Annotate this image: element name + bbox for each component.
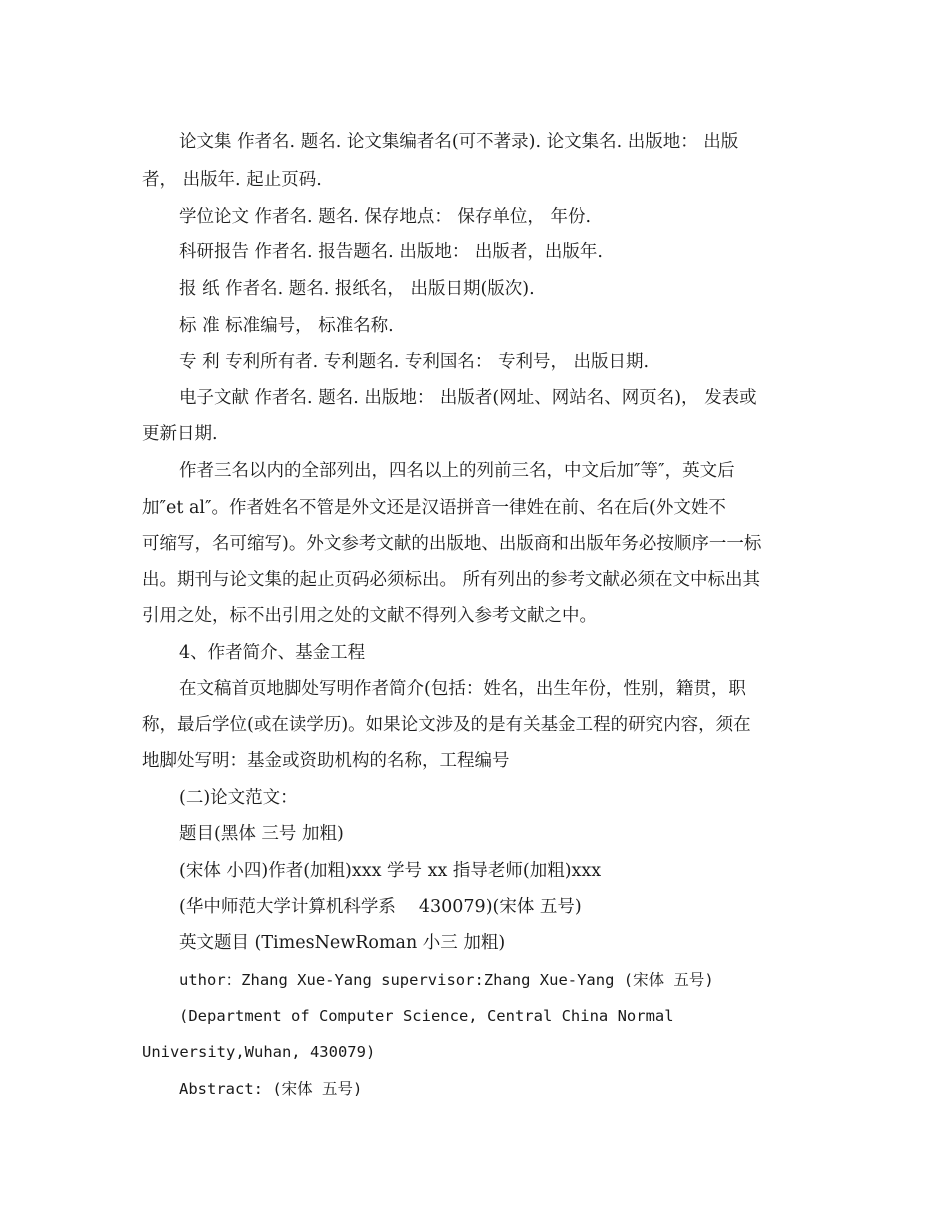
ref-collection-line2: 者， 出版年. 起止页码. xyxy=(142,170,322,190)
section4-body-line2: 称，最后学位(或在读学历)。如果论文涉及的是有关基金工程的研究内容，须在 xyxy=(142,715,751,735)
sample-en-dept-line1: (Department of Computer Science, Central China Normal xyxy=(179,1007,674,1025)
ref-electronic-line1: 电子文献 作者名. 题名. 出版地： 出版者(网址、网站名、网页名)， 发表或 xyxy=(179,388,757,408)
section4-body-line3: 地脚处写明：基金或资助机构的名称，工程编号 xyxy=(142,751,510,771)
sample-authors: (宋体 小四)作者(加粗)xxx 学号 xx 指导老师(加粗)xxx xyxy=(179,861,602,881)
sample-affiliation: (华中师范大学计算机科学系 430079)(宋体 五号) xyxy=(179,897,582,917)
sample-en-dept-line2: University,Wuhan, 430079) xyxy=(142,1043,376,1061)
section4-body-line1: 在文稿首页地脚处写明作者简介(包括：姓名，出生年份，性别，籍贯，职 xyxy=(179,679,746,699)
ref-patent: 专 利 专利所有者. 专利题名. 专利国名： 专利号， 出版日期. xyxy=(179,352,650,372)
sample-abstract: Abstract: (宋体 五号) xyxy=(179,1080,363,1098)
sample-en-author: uthor：Zhang Xue-Yang supervisor:Zhang Xue-Yang (宋体 五号) xyxy=(179,971,714,989)
authors-rule-line5: 引用之处，标不出引用之处的文献不得列入参考文献之中。 xyxy=(142,606,597,626)
sample-en-title: 英文题目 (TimesNewRoman 小三 加粗) xyxy=(179,933,506,953)
sample-heading: (二)论文范文： xyxy=(179,788,298,808)
sample-title: 题目(黑体 三号 加粗) xyxy=(179,824,344,844)
ref-collection-line1: 论文集 作者名. 题名. 论文集编者名(可不著录). 论文集名. 出版地： 出版 xyxy=(179,132,739,152)
ref-report: 科研报告 作者名. 报告题名. 出版地： 出版者，出版年. xyxy=(179,242,603,262)
section4-heading: 4、作者简介、基金工程 xyxy=(179,643,366,663)
ref-newspaper: 报 纸 作者名. 题名. 报纸名， 出版日期(版次). xyxy=(179,279,535,299)
authors-rule-line1: 作者三名以内的全部列出，四名以上的列前三名，中文后加″等″，英文后 xyxy=(179,461,735,481)
ref-electronic-line2: 更新日期. xyxy=(142,424,218,444)
authors-rule-line4: 出。期刊与论文集的起止页码必须标出。 所有列出的参考文献必须在文中标出其 xyxy=(142,570,761,590)
ref-thesis: 学位论文 作者名. 题名. 保存地点： 保存单位， 年份. xyxy=(179,207,592,227)
authors-rule-line3: 可缩写，名可缩写)。外文参考文献的出版地、出版商和出版年务必按顺序一一标 xyxy=(142,534,762,554)
ref-standard: 标 准 标准编号， 标准名称. xyxy=(179,316,394,336)
authors-rule-line2: 加″et al″。作者姓名不管是外文还是汉语拼音一律姓在前、名在后(外文姓不 xyxy=(142,498,726,518)
